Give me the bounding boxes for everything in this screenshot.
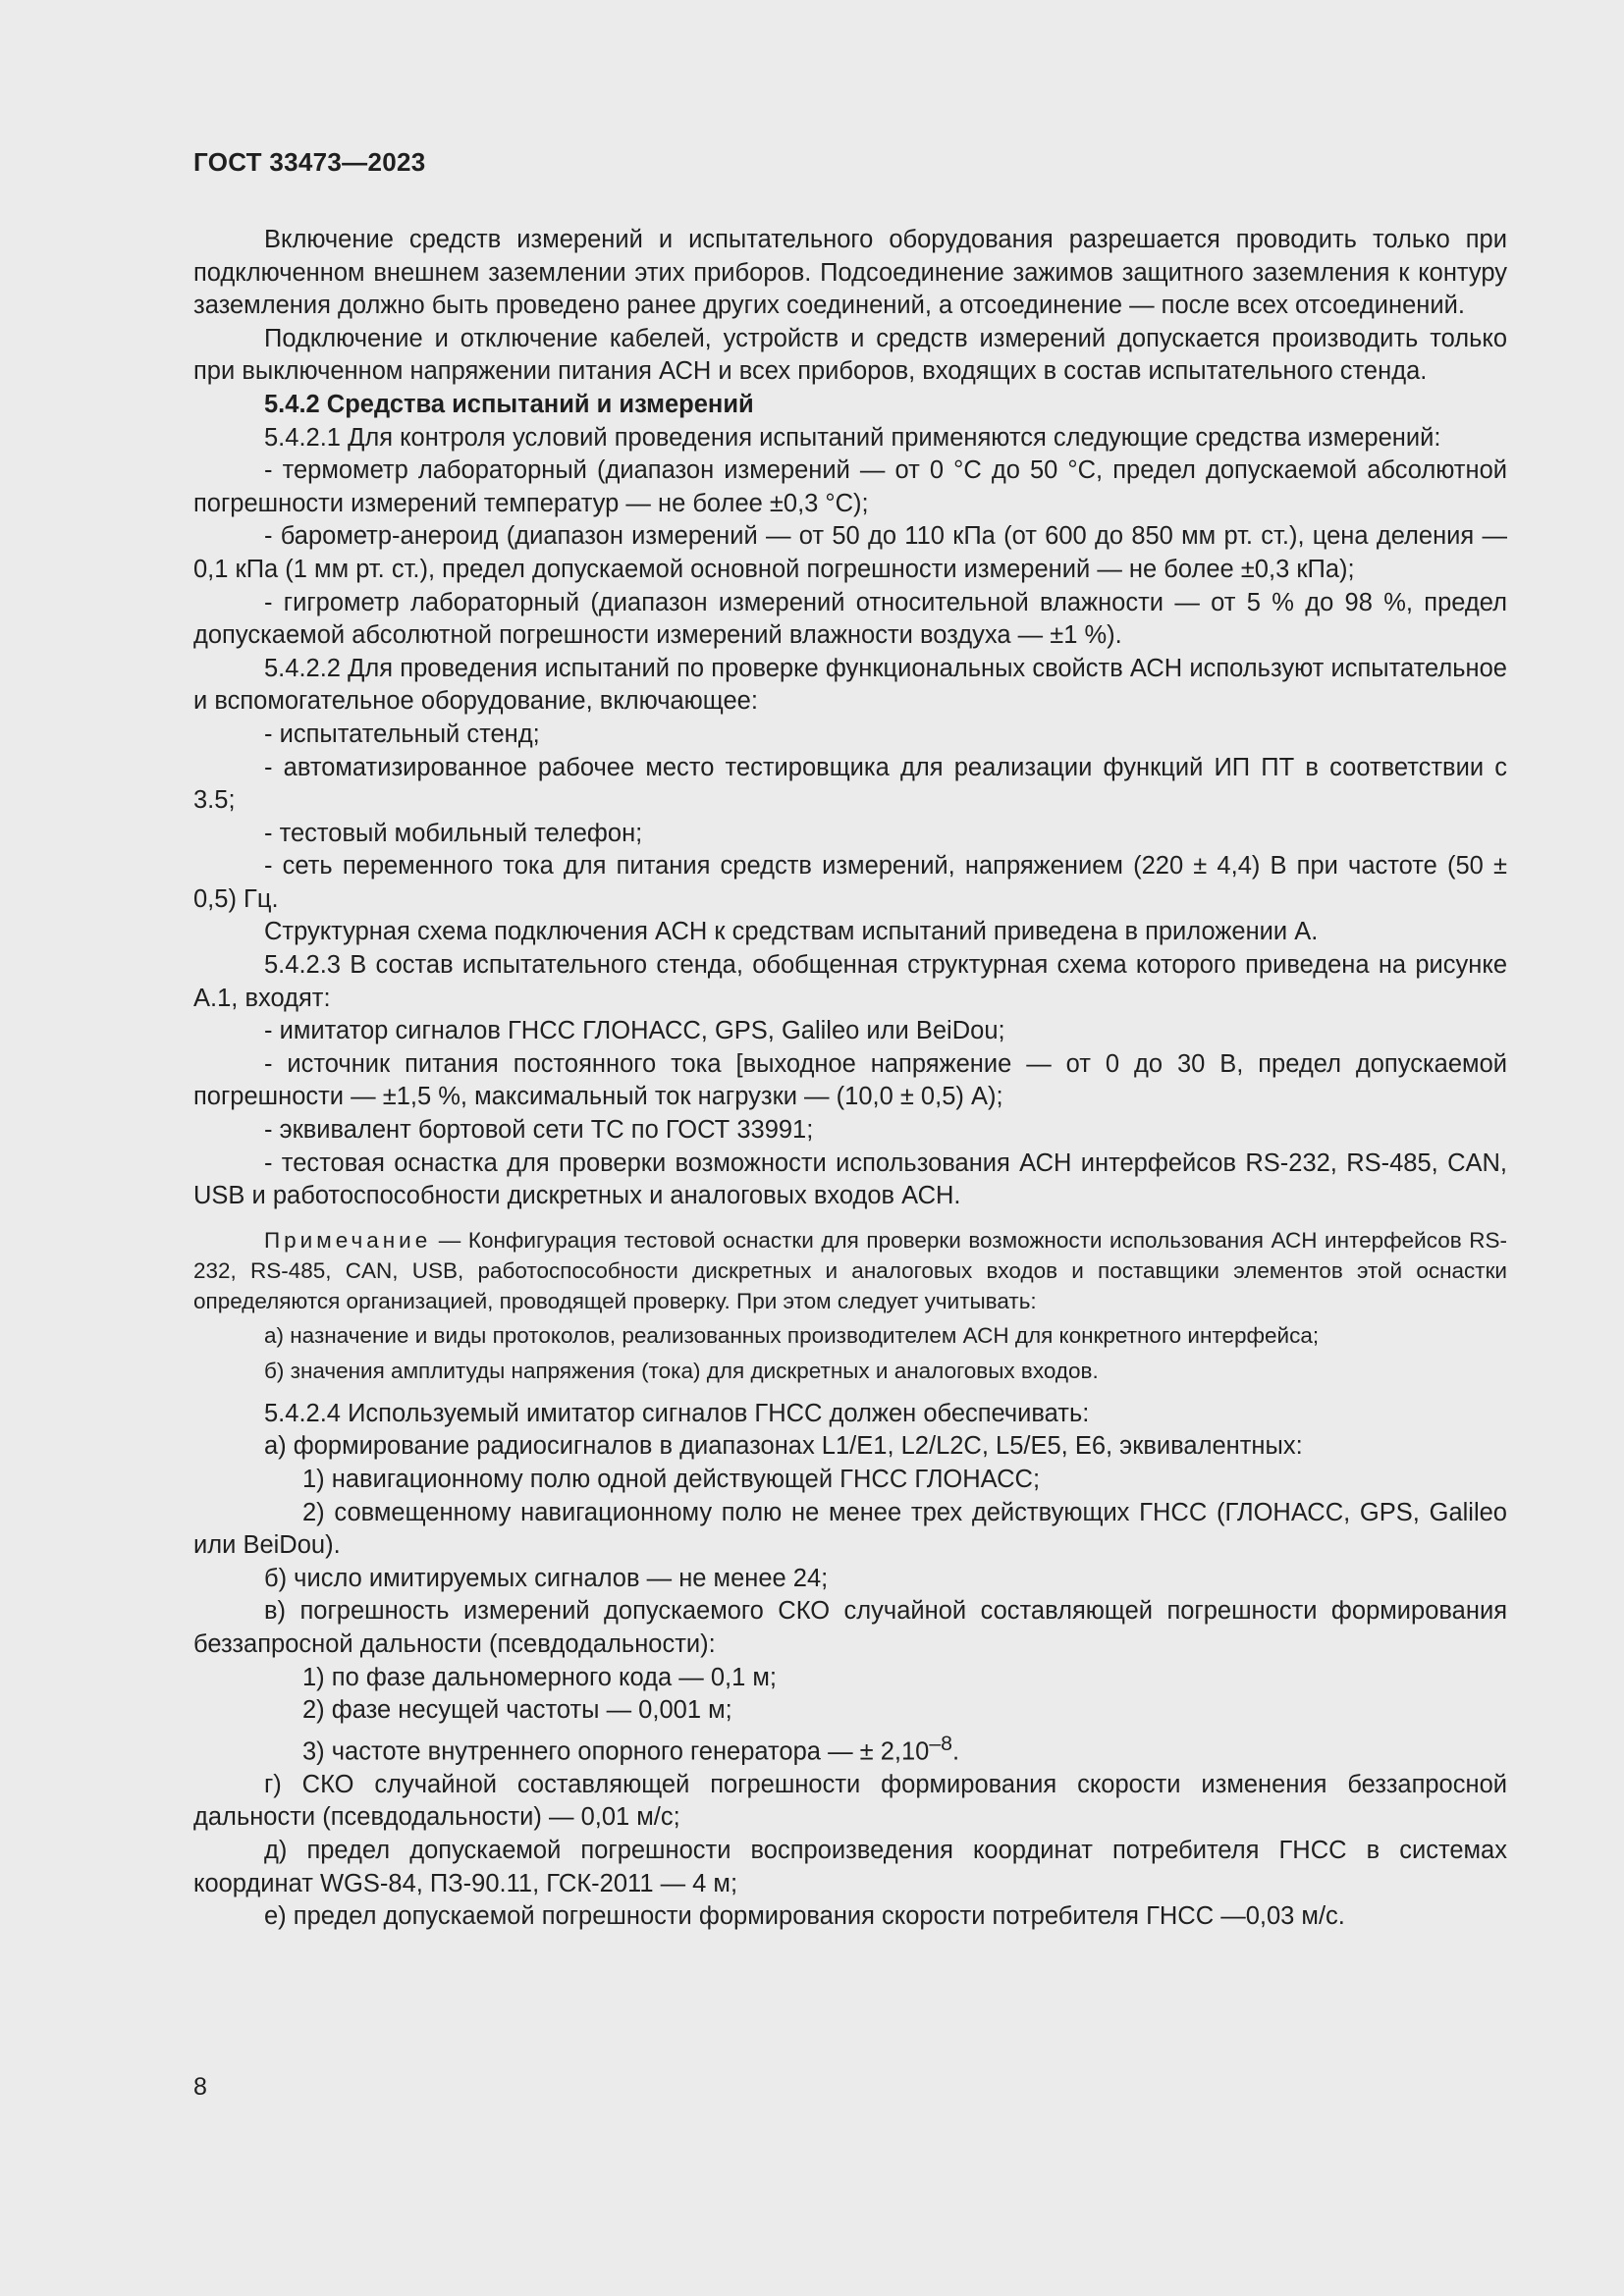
list-item: - испытательный стенд; — [264, 720, 540, 748]
list-item: е) предел допускаемой погрешности формирования скорости потребителя ГНСС —0,03 м/с. — [264, 1902, 1345, 1931]
paragraph: Структурная схема подключения АСН к средствам испытаний приведена в приложении А. — [264, 918, 1319, 946]
list-item: в) погрешность измерений допускаемого СКО случайной составляющей погрешности формирования беззапросной дальности (псевдодальности): — [193, 1597, 1507, 1658]
paragraph: Включение средств измерений и испытательного оборудования разрешается проводить только при подключенном внешнем заземлении этих приборов. Подсоединение зажимов защитного заземления к контуру заземления должно быть проведено ранее других соединений, а отсоединение — после всех отсоединений. — [193, 226, 1507, 320]
document-header: ГОСТ 33473—2023 — [193, 147, 426, 177]
list-item: - имитатор сигналов ГНСС ГЛОНАСС, GPS, Galileo или BeiDou; — [264, 1017, 1005, 1045]
list-item: г) СКО случайной составляющей погрешности формирования скорости изменения беззапросной дальности (псевдодальности) — 0,01 м/с; — [193, 1770, 1507, 1832]
sub-list-item — [193, 1728, 1507, 1769]
note-text — [193, 1225, 1507, 1316]
paragraph: 5.4.2.4 Используемый имитатор сигналов ГНСС должен обеспечивать: — [264, 1399, 1090, 1427]
list-item: - термометр лабораторный (диапазон измерений — от 0 °С до 50 °С, предел допускаемой абсолютной погрешности измерений температур — не более ±0,3 °С); — [193, 456, 1507, 517]
section-heading: 5.4.2 Средства испытаний и измерений — [264, 390, 754, 418]
sub-list-item-end: . — [952, 1737, 960, 1766]
note-body: — Конфигурация тестовой оснастки для проверки возможности использования АСН интерфейсов RS-232, RS-485, CAN, USB, работоспособности дискретных и аналоговых входов и поставщики элементов этой оснастки определяются организацией, проводящей проверку. При этом следует учитывать: — [193, 1227, 1507, 1313]
list-item: д) предел допускаемой погрешности воспроизведения координат потребителя ГНСС в системах координат WGS-84, ПЗ-90.11, ГСК-2011 — 4 м; — [193, 1837, 1507, 1897]
document-body — [193, 224, 1507, 1934]
sub-list-item: 2) фазе несущей частоты — 0,001 м; — [302, 1696, 732, 1725]
note-item: а) назначение и виды протоколов, реализованных производителем АСН для конкретного интерфейса; — [264, 1322, 1320, 1348]
list-item: - эквивалент бортовой сети ТС по ГОСТ 33991; — [264, 1116, 814, 1145]
page-number: 8 — [193, 2073, 207, 2101]
paragraph: Подключение и отключение кабелей, устройств и средств измерений допускается производить только при выключенном напряжении питания АСН и всех приборов, входящих в состав испытательного стенда. — [193, 324, 1507, 386]
list-item: а) формирование радиосигналов в диапазонах L1/E1, L2/L2C, L5/E5, E6, эквивалентных: — [264, 1432, 1303, 1461]
sub-list-item: 2) совмещенному навигационному полю не менее трех действующих ГНСС (ГЛОНАСС, GPS, Galileo или BeiDou). — [193, 1498, 1507, 1560]
paragraph: 5.4.2.2 Для проведения испытаний по проверке функциональных свойств АСН используют испытательное и вспомогательное оборудование, включающее: — [193, 654, 1507, 716]
sub-list-item: 1) навигационному полю одной действующей ГНСС ГЛОНАСС; — [302, 1466, 1041, 1493]
paragraph: 5.4.2.1 Для контроля условий проведения испытаний применяются следующие средства измерений: — [264, 423, 1441, 452]
note-block — [193, 1225, 1507, 1386]
list-item: - тестовый мобильный телефон; — [264, 819, 643, 847]
list-item: - барометр-анероид (диапазон измерений — от 50 до 110 кПа (от 600 до 850 мм рт. ст.), цена деления — 0,1 кПа (1 мм рт. ст.), предел допускаемой основной погрешности измерений — не более ±0,3 кПа); — [193, 522, 1507, 583]
list-item: - сеть переменного тока для питания средств измерений, напряжением (220 ± 4,4) В при частоте (50 ± 0,5) Гц. — [193, 852, 1507, 913]
list-item: - гигрометр лабораторный (диапазон измерений относительной влажности — от 5 % до 98 %, предел допускаемой абсолютной погрешности измерений влажности воздуха — ±1 %). — [193, 588, 1507, 650]
sub-list-item: 1) по фазе дальномерного кода — 0,1 м; — [302, 1663, 777, 1691]
list-item: - источник питания постоянного тока [выходное напряжение — от 0 до 30 В, предел допускаемой погрешности — ±1,5 %, максимальный ток нагрузки — (10,0 ± 0,5) А); — [193, 1049, 1507, 1111]
note-label: Примечание — [264, 1227, 432, 1253]
paragraph: 5.4.2.3 В состав испытательного стенда, обобщенная структурная схема которого приведена на рисунке А.1, входят: — [193, 951, 1507, 1012]
list-item: б) число имитируемых сигналов — не менее 24; — [264, 1564, 829, 1592]
note-item: б) значения амплитуды напряжения (тока) для дискретных и аналоговых входов. — [264, 1358, 1099, 1383]
superscript-exponent: –8 — [929, 1731, 952, 1755]
sub-list-item-text: 3) частоте внутреннего опорного генератора — ± 2,10 — [302, 1737, 930, 1766]
list-item: - тестовая оснастка для проверки возможности использования АСН интерфейсов RS-232, RS-485, CAN, USB и работоспособности дискретных и аналоговых входов АСН. — [193, 1148, 1507, 1210]
list-item: - автоматизированное рабочее место тестировщика для реализации функций ИП ПТ в соответствии с 3.5; — [193, 753, 1507, 815]
